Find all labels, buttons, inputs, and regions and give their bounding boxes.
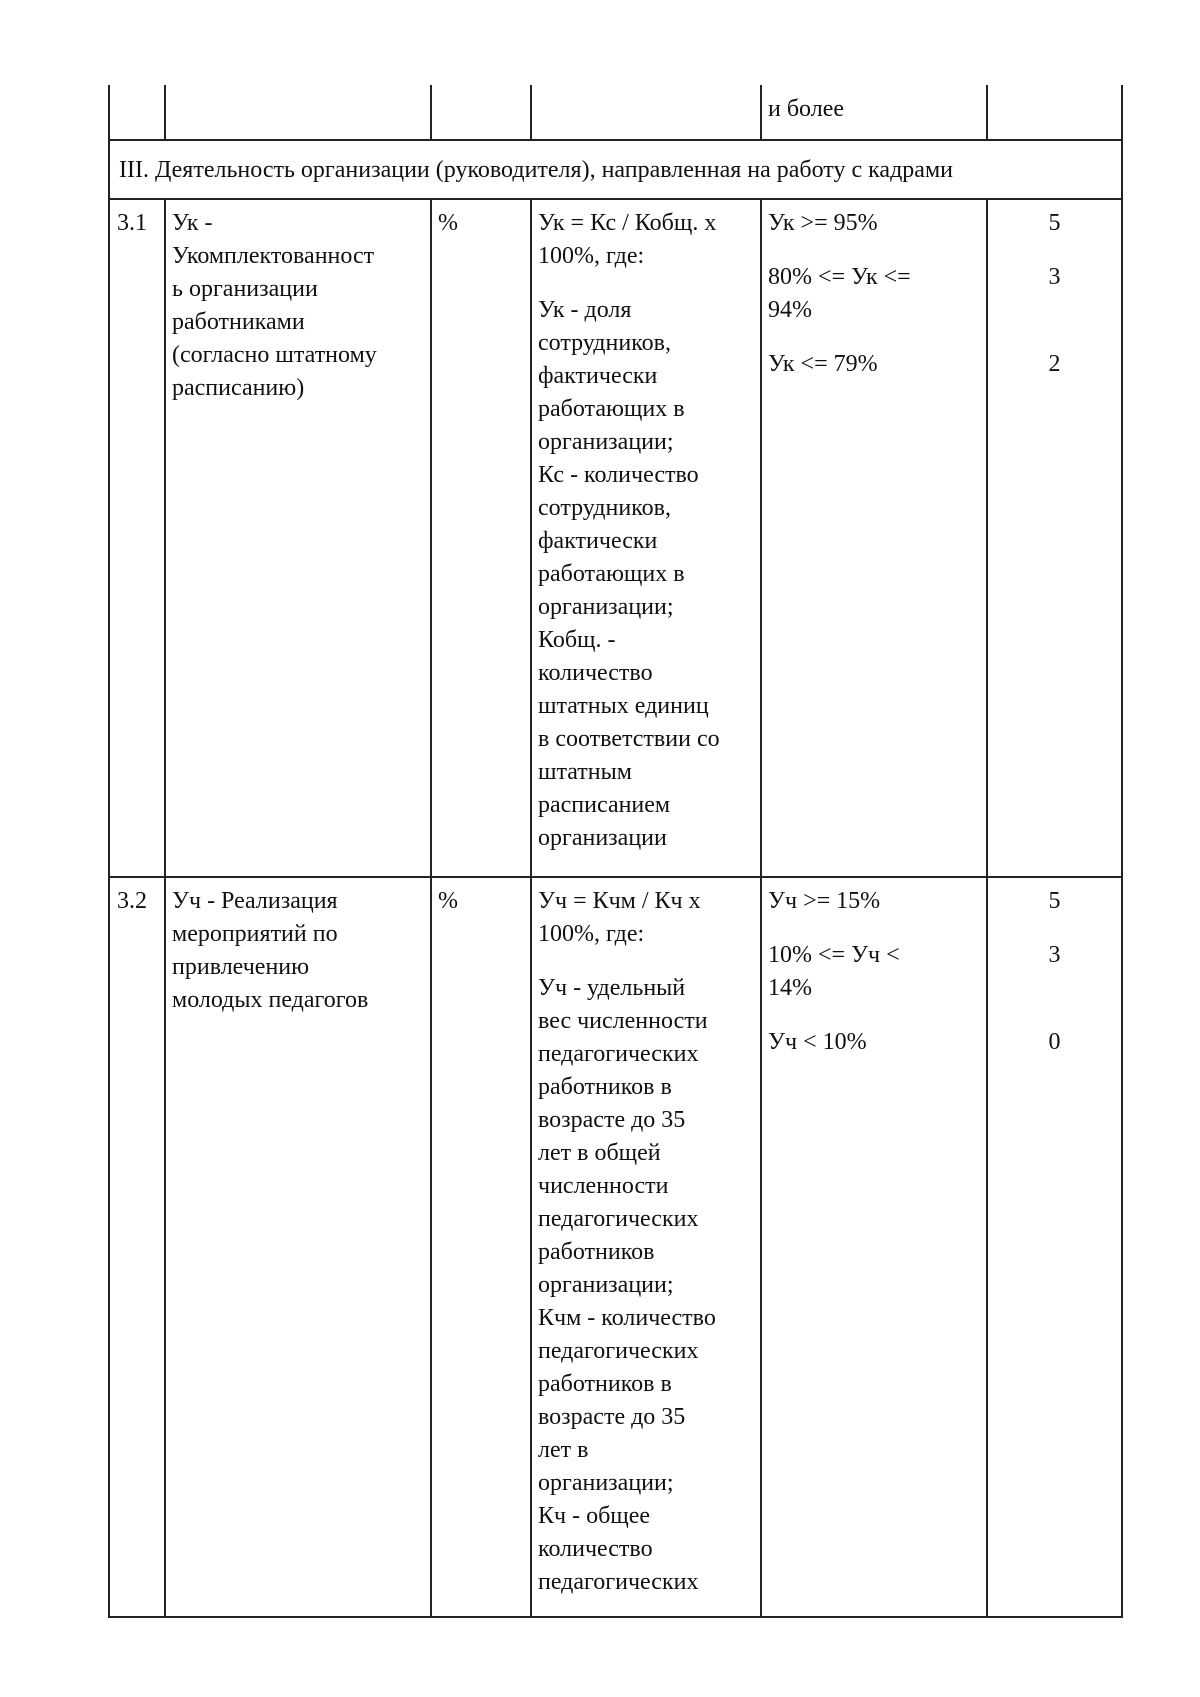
name-cell — [165, 85, 431, 140]
criteria-cell — [761, 877, 987, 1617]
formula-line: Кобщ. - — [538, 627, 616, 653]
formula-line: фактически — [538, 363, 658, 389]
unit-cell: % — [431, 199, 531, 877]
criterion-line: 14% — [768, 975, 812, 1001]
document-page — [108, 85, 1121, 1618]
name-line: привлечению — [172, 954, 310, 980]
formula-line: работающих в — [538, 396, 685, 422]
points-cell — [987, 877, 1122, 1617]
name-line: ь организации — [172, 276, 318, 302]
indicators-table — [108, 85, 1123, 1618]
name-line: Уч - Реализация — [172, 888, 338, 914]
criterion-line: Ук <= 79% — [768, 351, 878, 377]
criterion-text: и более — [768, 96, 845, 122]
name-line: расписанию) — [172, 375, 305, 401]
formula-line: штатных единиц — [538, 693, 709, 719]
formula-line: работников в — [538, 1371, 672, 1397]
formula-line: Ук - доля — [538, 297, 632, 323]
name-line: мероприятий по — [172, 921, 338, 947]
formula-line: Кс - количество — [538, 462, 699, 488]
formula-line: 100%, где: — [538, 243, 645, 269]
criterion — [768, 939, 980, 1005]
points-value: 0 — [1048, 1029, 1061, 1055]
criterion-line: Уч >= 15% — [768, 888, 881, 914]
formula-line: количество — [538, 1536, 653, 1562]
name-cell — [165, 877, 431, 1617]
formula-line: 100%, где: — [538, 921, 645, 947]
criterion — [768, 207, 980, 240]
criterion — [768, 885, 980, 918]
formula-line: работников — [538, 1239, 655, 1265]
criterion-line: 10% <= Уч < — [768, 942, 900, 968]
points-value: 3 — [1048, 264, 1061, 290]
formula-line: расписанием — [538, 792, 671, 818]
num-cell: 3.1 — [109, 199, 165, 877]
formula-line: лет в — [538, 1437, 589, 1463]
formula-line: в соответствии со — [538, 726, 720, 752]
formula-line: педагогических — [538, 1041, 699, 1067]
criteria-cell — [761, 85, 987, 140]
formula-line: лет в общей — [538, 1140, 661, 1166]
name-line: (согласно штатному — [172, 342, 377, 368]
points-value: 5 — [1048, 888, 1061, 914]
formula-cell — [531, 199, 761, 877]
formula-line: Кч - общее — [538, 1503, 651, 1529]
num-cell: 3.2 — [109, 877, 165, 1617]
formula-line: сотрудников, — [538, 495, 671, 521]
formula-line: Кчм - количество — [538, 1305, 716, 1331]
formula-line: организации; — [538, 1272, 674, 1298]
unit-cell — [431, 85, 531, 140]
points-value: 2 — [1048, 351, 1061, 377]
name-line: Ук - — [172, 210, 213, 236]
formula-line: фактически — [538, 528, 658, 554]
criterion-line: 94% — [768, 297, 812, 323]
criterion — [768, 1026, 980, 1059]
formula-line: Уч - удельный — [538, 975, 686, 1001]
criterion-line: Уч < 10% — [768, 1029, 867, 1055]
criterion — [768, 261, 980, 327]
name-line: молодых педагогов — [172, 987, 369, 1013]
name-line: Укомплектованност — [172, 243, 375, 269]
table-row — [109, 199, 1122, 877]
formula-line: сотрудников, — [538, 330, 671, 356]
section-row — [109, 140, 1122, 199]
points-value: 3 — [1048, 942, 1061, 968]
formula-line: возрасте до 35 — [538, 1404, 686, 1430]
formula-line: Уч = Кчм / Кч х — [538, 888, 701, 914]
criterion-line: 80% <= Ук <= — [768, 264, 911, 290]
formula-line: педагогических — [538, 1206, 699, 1232]
section-title: III. Деятельность организации (руководителя), направленная на работу с кадрами — [109, 140, 1122, 199]
formula-cell — [531, 877, 761, 1617]
formula-line: численности — [538, 1173, 669, 1199]
name-line: работниками — [172, 309, 305, 335]
formula-cell — [531, 85, 761, 140]
formula-line: работающих в — [538, 561, 685, 587]
criterion-line: Ук >= 95% — [768, 210, 878, 236]
formula-line: штатным — [538, 759, 632, 785]
name-cell — [165, 199, 431, 877]
formula-line: педагогических — [538, 1569, 699, 1595]
formula-line: возрасте до 35 — [538, 1107, 686, 1133]
formula-line: вес численности — [538, 1008, 708, 1034]
criteria-cell — [761, 199, 987, 877]
criterion — [768, 348, 980, 381]
points-cell — [987, 199, 1122, 877]
unit-cell: % — [431, 877, 531, 1617]
num-cell — [109, 85, 165, 140]
formula-line: организации; — [538, 594, 674, 620]
table-row — [109, 877, 1122, 1617]
formula-line: педагогических — [538, 1338, 699, 1364]
points-value: 5 — [1048, 210, 1061, 236]
formula-line: организации; — [538, 429, 674, 455]
formula-line: количество — [538, 660, 653, 686]
formula-line: организации — [538, 825, 667, 851]
table-row-continuation — [109, 85, 1122, 140]
formula-line: организации; — [538, 1470, 674, 1496]
formula-line: работников в — [538, 1074, 672, 1100]
points-cell — [987, 85, 1122, 140]
formula-line: Ук = Кс / Кобщ. х — [538, 210, 717, 236]
